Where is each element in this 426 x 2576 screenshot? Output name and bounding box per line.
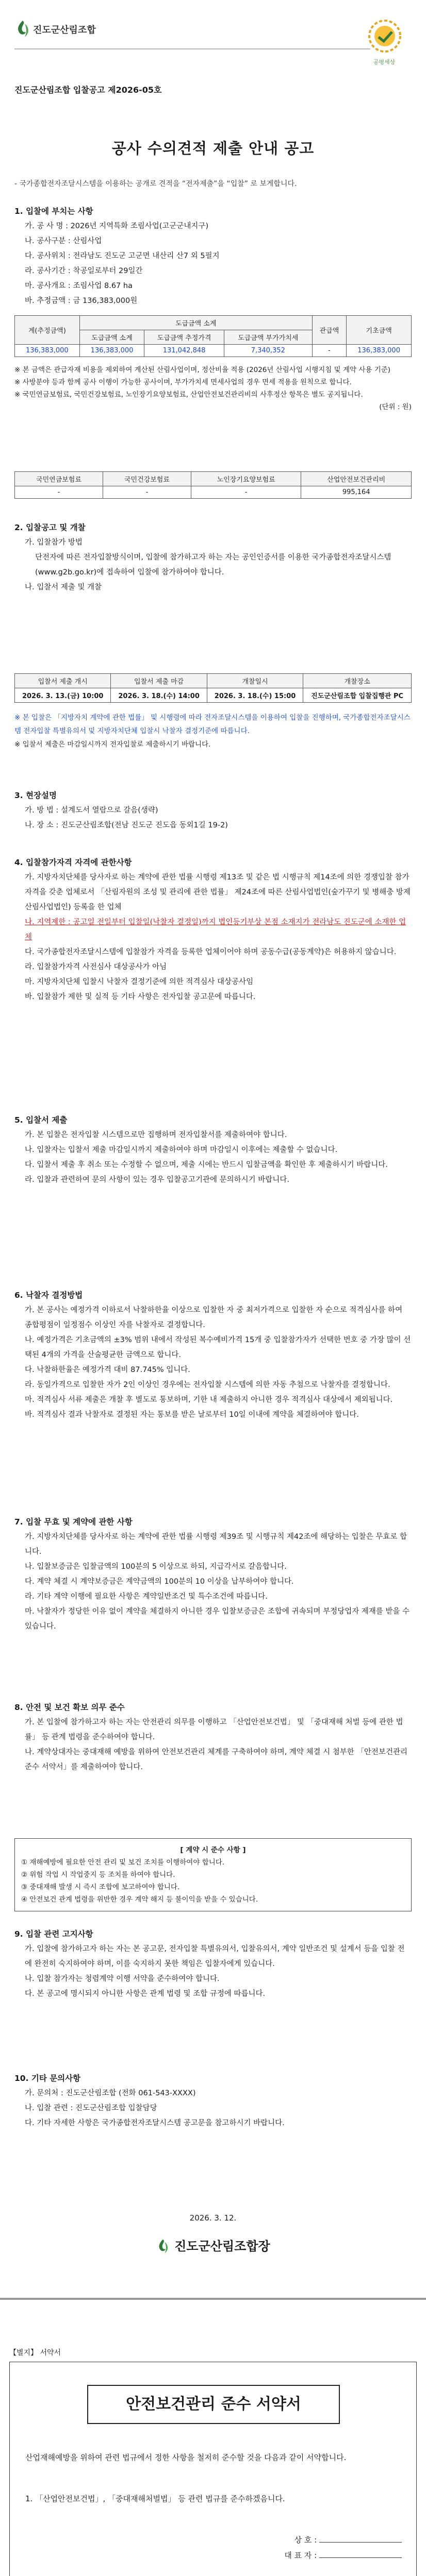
- table-cell: -: [312, 345, 347, 357]
- paragraph: 단전자에 따른 전자입찰방식이며, 입찰에 참가하고자 하는 자는 공인인증서를 이용한 국가종합전자조달시스템(www.g2b.go.kr)에 접속하여 입찰에 참가하여야 합니다.: [35, 553, 391, 577]
- table-cell: 2026. 3. 13.(금) 10:00: [15, 688, 111, 703]
- form-fields: [25, 2532, 402, 2563]
- list-item: 나. 지역제한 : 공고일 전일부터 입찰일(낙찰자 결정일)까지 법인등기부상 본점 소재지가 전라남도 진도군에 소재한 업체: [25, 918, 406, 941]
- section-2: [14, 520, 412, 595]
- list-item: 마. 적격심사 서류 제출은 개찰 후 별도로 통보하며, 기한 내 제출하지 아니한 경우 적격심사 대상에서 제외됩니다.: [25, 1396, 393, 1404]
- intro-text: - 국가종합전자조달시스템을 이용하는 공개로 견적을 “전자제출”을 “입찰” 로 보게합니다.: [14, 180, 297, 188]
- table-cell: 136,383,000: [79, 345, 144, 357]
- list-item: 바. 적격심사 결과 낙찰자로 결정된 자는 통보를 받은 날로부터 10일 이내에 계약을 체결하여야 합니다.: [25, 1411, 359, 1419]
- list-item: 나. 입찰보증금은 입찰금액의 100분의 5 이상으로 하되, 지급각서로 갈음합니다.: [25, 1563, 287, 1571]
- list-item: 가. 입찰에 참가하고자 하는 자는 본 공고문, 전자입찰 특별유의서, 입찰유의서, 계약 일반조건 및 설계서 등을 입찰 전에 완전히 숙지하여야 하며, 이를 숙지하지 못한 책임은 입찰자에게 있습니다.: [25, 1945, 405, 1968]
- table-cell: 7,340,352: [224, 345, 312, 357]
- list-item: 다. 기타 자세한 사항은 국가종합전자조달시스템 공고문을 참고하시기 바랍니다.: [25, 2119, 285, 2127]
- issuer-label: 진도군산림조합장: [174, 2239, 270, 2253]
- table-header: 입찰서 제출 개시: [15, 674, 111, 688]
- list-item: 나. 입찰 참가자는 청렴계약 이행 서약을 준수하여야 합니다.: [25, 1975, 220, 1983]
- section-1: [14, 204, 412, 309]
- box-line: ④ 안전보건 관계 법령을 위반한 경우 계약 해지 등 불이익을 받을 수 있습니다.: [21, 1895, 258, 1904]
- list-item: 나. 입찰자는 입찰서 제출 마감일시까지 제출하여야 하며 마감일시 이후에는 제출할 수 없습니다.: [25, 1146, 338, 1154]
- section-heading: 9. 입찰 관련 고지사항: [14, 1929, 93, 1939]
- table-header: 산업안전보건관리비: [301, 472, 412, 486]
- table-header: 노인장기요양보험료: [191, 472, 301, 486]
- section-heading: 6. 낙찰자 결정방법: [14, 1291, 83, 1300]
- company-field[interactable]: [319, 2542, 402, 2543]
- box-line: ③ 중대재해 발생 시 즉시 조합에 보고하여야 합니다.: [21, 1883, 180, 1891]
- box-title: [ 계약 시 준수 사항 ]: [180, 1846, 246, 1854]
- budget-table: [14, 315, 412, 357]
- table-header: 개찰장소: [303, 674, 412, 688]
- list-item: 마. 지방자치단체 입찰시 낙찰자 결정기준에 의한 적격심사 대상공사임: [25, 978, 254, 986]
- list-item: 라. 동일가격으로 입찰한 자가 2인 이상인 경우에는 전자입찰 시스템에 의한 자동 추첨으로 낙찰자를 결정합니다.: [25, 1381, 390, 1389]
- representative-field[interactable]: [319, 2557, 402, 2558]
- section-10: [14, 2071, 412, 2131]
- table-cell: 진도군산림조합 입찰집행관 PC: [303, 688, 412, 703]
- table-header: 개찰일시: [207, 674, 303, 688]
- section-7: [14, 1515, 412, 1634]
- section-heading: 7. 입찰 무효 및 계약에 관한 사항: [14, 1517, 133, 1527]
- list-item: 나. 공사구분 : 산림사업: [25, 237, 102, 245]
- list-item: 라. 입찰참가자격 사전심사 대상공사가 아님: [25, 963, 167, 971]
- org-logo-text: 진도군산림조합: [33, 25, 96, 36]
- section-5: [14, 1113, 412, 1188]
- list-item: 라. 입찰과 관련하여 문의 사항이 있는 경우 입찰공고기관에 문의하시기 바랍니다.: [25, 1176, 289, 1184]
- list-item: 나. 예정가격은 기초금액의 ±3% 범위 내에서 작성된 복수예비가격 15개 중 입찰참가자가 선택한 번호 중 가장 많이 선택된 4개의 가격을 산술평균한 금액으로 합니다.: [25, 1336, 411, 1359]
- table-row: [15, 688, 412, 703]
- form-title: 안전보건관리 준수 서약서: [87, 2385, 340, 2424]
- list-item: 가. 본 입찰은 전자입찰 시스템으로만 집행하며 전자입찰서를 제출하여야 합니다.: [25, 1131, 287, 1139]
- table-header: 관급액: [312, 316, 347, 345]
- list-item: 나. 계약상대자는 중대재해 예방을 위하여 안전보건관리 체계를 구축하여야 하며, 계약 체결 시 첨부한 「안전보건관리 준수 서약서」를 제출하여야 합니다.: [25, 1748, 407, 1771]
- section-heading: 4. 입찰참가자격 자격에 관한사항: [14, 858, 132, 867]
- table-header: 도급금액 추정가격: [144, 330, 224, 345]
- table-header: 도급금액 소계: [79, 316, 312, 330]
- form-intro: 산업재해예방을 위하여 관련 법규에서 정한 사항을 철저히 준수할 것을 다음과 같이 서약합니다.: [25, 2453, 347, 2462]
- list-item: 나. 입찰 관련 : 진도군산림조합 입찰담당: [25, 2104, 157, 2112]
- list-item: 가. 공 사 명 : 2026년 지역특화 조림사업(고군군내지구): [25, 222, 209, 230]
- pledge-form: [9, 2362, 417, 2576]
- page-divider: [0, 2298, 426, 2300]
- list-item: 다. 계약 체결 시 계약보증금은 계약금액의 100분의 10 이상을 납부하여야 합니다.: [25, 1578, 294, 1586]
- table-row: [15, 486, 412, 499]
- page-title: 공사 수의견적 제출 안내 공고: [111, 140, 315, 157]
- field-label: 상 호 :: [294, 2535, 317, 2545]
- compliance-box: [14, 1838, 412, 1911]
- list-item: 나. 장 소 : 진도군산림조합(전남 진도군 진도읍 동외1길 19-2): [25, 821, 228, 829]
- list-item: 가. 본 입찰에 참가하고자 하는 자는 안전관리 의무를 이행하고 「산업안전보건법」 및 「중대재해 처벌 등에 관한 법률」 등 관계 법령을 준수하여야 합니다.: [25, 1718, 403, 1741]
- list-item: 가. 문의처 : 진도군산림조합 (전화 061-543-XXXX): [25, 2089, 196, 2097]
- table-cell: 2026. 3. 18.(수) 15:00: [207, 688, 303, 703]
- table-unit: (단위 : 원): [379, 403, 412, 411]
- section-2-notes: [14, 711, 412, 751]
- note-text: ※ 본 금액은 관급자재 비용을 제외하여 계산된 산림사업이며, 정산비율 적용 (2026년 산림사업 시행지침 및 계약 사용 기준): [14, 366, 391, 374]
- table-header: 입찰서 제출 마감: [111, 674, 207, 688]
- sub-heading: 가. 입찰참가 방법: [25, 538, 83, 547]
- section-1-notes: [14, 364, 412, 413]
- table-header: 도급금액 부가가치세: [224, 330, 312, 345]
- table-header: 기초금액: [347, 316, 412, 345]
- section-4: [14, 855, 412, 1005]
- table-cell: -: [15, 486, 103, 499]
- table-cell: 131,042,848: [144, 345, 224, 357]
- note-text: ※ 입찰서 제출은 마감일시까지 전자입찰로 제출하시기 바랍니다.: [14, 740, 211, 749]
- list-item: 마. 낙찰자가 정당한 이유 없이 계약을 체결하지 아니한 경우 입찰보증금은 조합에 귀속되며 부정당업자 제재를 받을 수 있습니다.: [25, 1607, 410, 1631]
- org-logo-icon: [156, 2239, 170, 2255]
- sub-heading: 나. 입찰서 제출 및 개찰: [25, 583, 102, 591]
- list-item: 다. 공사위치 : 전라남도 진도군 고군면 내산리 산7 외 5필지: [25, 252, 220, 260]
- table-header: 국민연금보험료: [15, 472, 103, 486]
- list-item: 가. 본 공사는 예정가격 이하로서 낙찰하한율 이상으로 입찰한 자 중 최저가격으로 입찰한 자 순으로 적격심사를 하여 종합평점이 일정점수 이상인 자를 낙찰자로 결정합니다.: [25, 1306, 403, 1329]
- table-header: 계(추정금액): [15, 316, 80, 345]
- list-item: 라. 공사기간 : 착공일로부터 29일간: [25, 267, 143, 275]
- section-9: [14, 1927, 412, 2002]
- section-heading: 10. 기타 문의사항: [14, 2074, 81, 2083]
- table-cell: 995,164: [301, 486, 412, 499]
- table-header: 도급금액 소계: [79, 330, 144, 345]
- table-cell: 136,383,000: [15, 345, 80, 357]
- section-3: [14, 788, 412, 833]
- header-divider: [14, 48, 370, 49]
- notice-date: 2026. 3. 12.: [189, 2213, 237, 2223]
- list-item: 가. 방 법 : 설계도서 열람으로 갈음(생략): [25, 806, 158, 815]
- list-item: 바. 입찰참가 제한 및 실적 등 기타 사항은 전자입찰 공고문에 따릅니다.: [25, 993, 256, 1001]
- list-item: 가. 지방자치단체를 당사자로 하는 계약에 관한 법률 시행령 제39조 및 시행규칙 제42조에 해당하는 입찰은 무효로 합니다.: [25, 1533, 407, 1556]
- note-text: ※ 국민연금보험료, 국민건강보험료, 노인장기요양보험료, 산업안전보건관리비의 사후정산 항목은 별도 공지됩니다.: [14, 391, 363, 399]
- section-heading: 1. 입찰에 부치는 사항: [14, 207, 93, 216]
- table-cell: 2026. 3. 18.(수) 14:00: [111, 688, 207, 703]
- insurance-table: [14, 471, 412, 499]
- list-item: 바. 추정금액 : 금 136,383,000원: [25, 297, 138, 305]
- form-list-item: 1. 「산업안전보건법」, 「중대재해처벌법」 등 관련 법규를 준수하겠음니다.: [25, 2494, 285, 2503]
- box-line: ② 위험 작업 시 작업중지 등 조치를 하여야 합니다.: [21, 1871, 175, 1879]
- section-6: [14, 1288, 412, 1422]
- list-item: 가. 지방자치단체를 당사자로 하는 계약에 관한 법률 시행령 제13조 및 같은 법 시행규칙 제14조에 의한 경쟁입찰 참가자격을 갖춘 업체로서 「산림자원의 조성 및 관리에 관한 법률」 제24조에 따른 산림사업법인(숲가꾸기 및 병해충 방제 산림사업법인) 등록을 한 업체: [25, 873, 411, 911]
- badge-caption: 공평세상: [373, 59, 396, 65]
- table-cell: 136,383,000: [347, 345, 412, 357]
- table-header: 국민건강보험료: [103, 472, 191, 486]
- list-item: 라. 기타 계약 이행에 필요한 사항은 계약일반조건 및 특수조건에 따릅니다.: [25, 1592, 268, 1601]
- note-text: ※ 본 입찰은 「지방자치 계약에 관한 법률」 및 시행령에 따라 전자조달시스템을 이용하여 입찰을 진행하며, 국가종합전자조달시스템 전자입찰 특별유의서 및 지방자치단체 입찰시 낙찰자 결정기준에 따릅니다.: [14, 714, 411, 735]
- section-heading: 8. 안전 및 보건 확보 의무 준수: [14, 1703, 125, 1712]
- list-item: 다. 국가종합전자조달시스템에 입찰참가 자격을 등록한 업체이어야 하며 공동수급(공동계약)은 허용하지 않습니다.: [25, 948, 397, 956]
- table-row: [15, 345, 412, 357]
- list-item: 다. 낙찰하한율은 예정가격 대비 87.745% 입니다.: [25, 1366, 190, 1374]
- section-heading: 3. 현장설명: [14, 791, 57, 800]
- table-cell: -: [191, 486, 301, 499]
- bid-schedule-table: [14, 673, 412, 703]
- list-item: 다. 본 공고에 명시되지 아니한 사항은 관계 법령 및 조합 규정에 따릅니다.: [25, 1990, 266, 1998]
- section-heading: 5. 입찰서 제출: [14, 1115, 68, 1125]
- list-item: 마. 공사개요 : 조림사업 8.67 ha: [25, 282, 133, 290]
- list-item: 다. 입찰서 제출 후 취소 또는 수정할 수 없으며, 제출 시에는 반드시 입찰금액을 확인한 후 제출하시기 바랍니다.: [25, 1161, 388, 1169]
- section-8: [14, 1700, 412, 1775]
- org-logo-icon: [14, 20, 31, 39]
- note-text: ※ 사방분야 등과 함께 공사 이행이 가능한 공사이며, 부가가치세 면세사업의 경우 면세 적용을 원칙으로 합니다.: [14, 378, 352, 386]
- box-line: ① 재해예방에 필요한 안전 관리 및 보건 조치를 이행하여야 합니다.: [21, 1858, 225, 1867]
- issuer-name: [0, 2236, 426, 2255]
- section-heading: 2. 입찰공고 및 개찰: [14, 523, 86, 532]
- table-cell: -: [103, 486, 191, 499]
- fairness-badge-icon: [360, 14, 409, 64]
- form-tag: 【별지】 서약서: [9, 2349, 61, 2357]
- header: [14, 14, 412, 76]
- field-label: 대 표 자 :: [284, 2551, 317, 2560]
- notice-number: 진도군산림조합 입찰공고 제2026-05호: [14, 85, 162, 95]
